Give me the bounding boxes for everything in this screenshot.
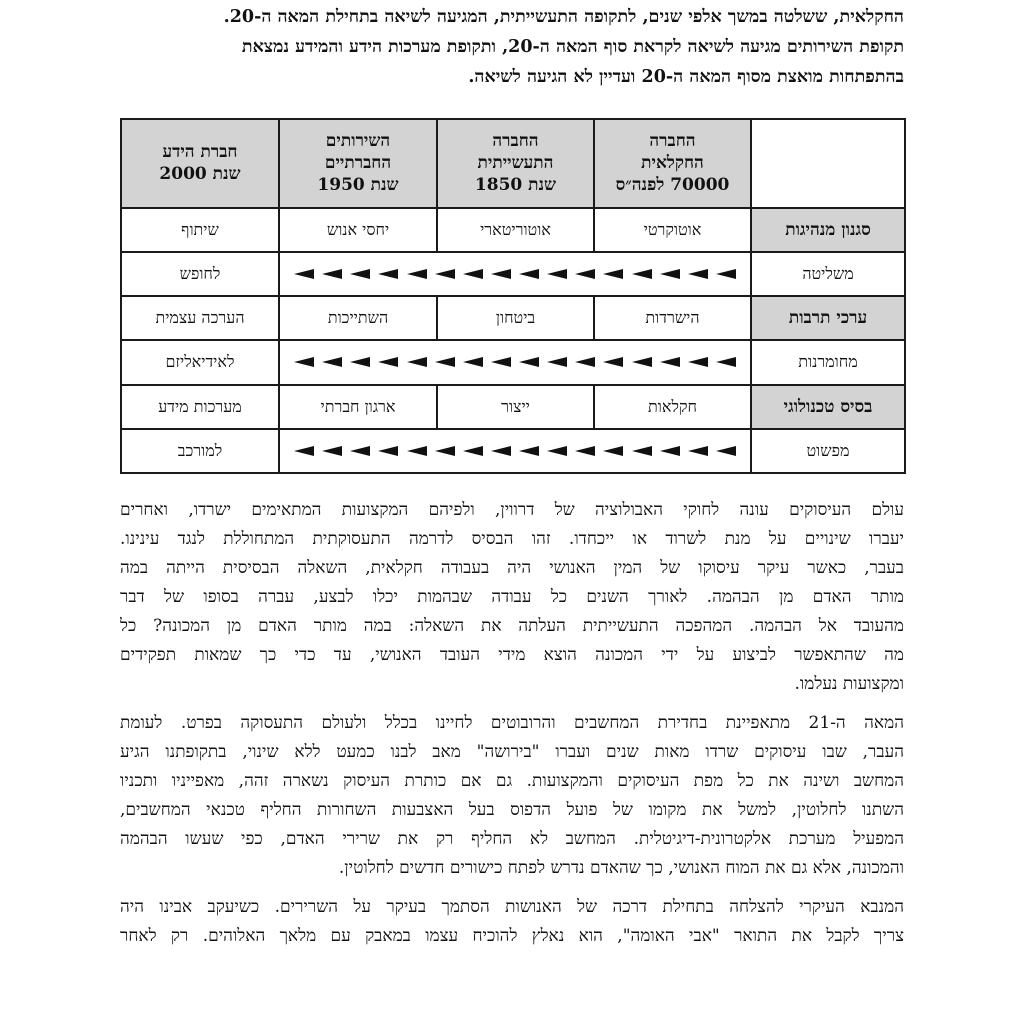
body-text bbox=[120, 496, 904, 961]
text-line: השתנו לחלוטין, למשל את מקומו של פועל הדפוס בעל האצבעות השחורות החליף טכנאי המחשבים, bbox=[120, 800, 904, 820]
left-arrow-icon bbox=[294, 357, 314, 367]
left-arrow-icon bbox=[491, 446, 511, 456]
left-arrow-icon bbox=[688, 269, 708, 279]
text-line: מה שהתאפשר לביצוע על ידי המכונה הוצא מידי העובד האנושי, עד כדי כך שמאות תפקידים bbox=[120, 645, 904, 665]
table-cell: ביטחון bbox=[437, 296, 594, 340]
table-cell: ייצור bbox=[437, 385, 594, 429]
left-arrow-icon bbox=[350, 357, 370, 367]
left-arrow-icon bbox=[547, 357, 567, 367]
left-arrow-icon bbox=[350, 269, 370, 279]
table-corner-cell bbox=[751, 119, 905, 208]
left-arrow-icon bbox=[660, 446, 680, 456]
left-arrow-icon bbox=[519, 269, 539, 279]
left-arrow-icon bbox=[463, 446, 483, 456]
left-arrow-icon bbox=[407, 357, 427, 367]
left-arrow-icon bbox=[491, 357, 511, 367]
left-arrow-icon bbox=[322, 357, 342, 367]
table-cell: אוטוקרטי bbox=[594, 208, 751, 252]
left-arrow-icon bbox=[294, 446, 314, 456]
text-line: מותר האדם מן הבהמה. לאורך השנים כל עבודה שבהמות יכלו לבצע, עברה בסופו של דבר bbox=[120, 587, 904, 607]
left-arrow-icon bbox=[660, 269, 680, 279]
left-arrow-icon bbox=[660, 357, 680, 367]
left-arrow-icon bbox=[435, 357, 455, 367]
left-arrow-icon bbox=[632, 269, 652, 279]
left-arrow-icon bbox=[603, 357, 623, 367]
text-line: עולם העיסוקים עונה לחוקי האבולוציה של דרווין, ולפיהם המקצועות המתאימים ישרדו, ואחרים bbox=[120, 500, 904, 520]
left-arrow-icon bbox=[716, 446, 736, 456]
header-knowledge: חברת הידע שנת 2000 bbox=[121, 119, 279, 208]
table-cell: אוטוריטארי bbox=[437, 208, 594, 252]
text-line: המאה ה-21 מתאפיינת בחדירת המחשבים והרובוטים לחיינו בכלל ולעולם התעסוקה בפרט. לעומת bbox=[120, 713, 904, 733]
table-cell: ארגון חברתי bbox=[279, 385, 437, 429]
left-arrow-icon bbox=[716, 357, 736, 367]
left-arrow-icon bbox=[632, 357, 652, 367]
row-label-technology: בסיס טכנולוגי bbox=[751, 385, 905, 429]
text-line: ומקצועות נעלמו. bbox=[794, 674, 904, 694]
intro-line: החקלאית, ששלטה במשך אלפי שנים, לתקופה התעשייתית, המגיעה לשיאה בתחילת המאה ה-20. bbox=[223, 7, 904, 27]
row-label-from-simple: מפשוט bbox=[751, 429, 905, 473]
left-arrow-icon bbox=[435, 446, 455, 456]
paragraph bbox=[120, 709, 904, 883]
left-arrow-icon bbox=[491, 269, 511, 279]
table-cell: מערכות מידע bbox=[121, 385, 279, 429]
left-arrow-icon bbox=[575, 269, 595, 279]
table-cell: יחסי אנוש bbox=[279, 208, 437, 252]
left-arrow-icon bbox=[463, 269, 483, 279]
left-arrow-icon bbox=[547, 446, 567, 456]
left-arrow-icon bbox=[407, 269, 427, 279]
arrow-end-label: לאידיאליזם bbox=[121, 340, 279, 384]
text-line: המנבא העיקרי להצלחה בתחילת דרכה של האנושות הסתמך בעיקר על השרירים. כשיעקב אבינו היה bbox=[120, 897, 904, 917]
row-label-from-control: משליטה bbox=[751, 252, 905, 296]
left-arrow-icon bbox=[378, 446, 398, 456]
society-eras-table bbox=[120, 118, 906, 474]
left-arrow-icon bbox=[463, 357, 483, 367]
text-line: צריך לקבל את התואר "אבי האומה", הוא נאלץ להוכיח עצמו במאבק עם מלאך האלוהים. רק לאחר bbox=[120, 926, 904, 946]
left-arrow-icon bbox=[575, 446, 595, 456]
left-arrow-icon bbox=[716, 269, 736, 279]
header-industrial: החברה התעשייתית שנת 1850 bbox=[437, 119, 594, 208]
left-arrow-icon bbox=[294, 269, 314, 279]
intro-line: בהתפתחות מואצת מסוף המאה ה-20 ועדיין לא הגיעה לשיאה. bbox=[468, 67, 904, 87]
left-arrow-icon bbox=[350, 446, 370, 456]
left-arrow-icon bbox=[547, 269, 567, 279]
left-arrow-icon bbox=[688, 446, 708, 456]
left-arrow-icon bbox=[378, 357, 398, 367]
arrow-track bbox=[279, 252, 751, 296]
text-line: העבר, שבו עיסוקים שרדו מאות שנים ועברו "בירושה" מאב לבנו כמעט ללא שינוי, בתקופתנו הגיע bbox=[120, 742, 904, 762]
text-line: יעברו שינויים על מנת לשרוד או ייכחדו. זהו הבסיס לדרמה התעסוקתית המתחוללת לנגד עינינו. bbox=[120, 529, 904, 549]
arrow-end-label: לחופש bbox=[121, 252, 279, 296]
left-arrow-icon bbox=[519, 446, 539, 456]
text-line: והמכונה, אלא גם את המוח האנושי, כך שהאדם נדרש לפתח כישורים חדשים לחלוטין. bbox=[338, 858, 904, 878]
row-label-culture: ערכי תרבות bbox=[751, 296, 905, 340]
left-arrow-icon bbox=[632, 446, 652, 456]
paragraph bbox=[120, 893, 904, 951]
paragraph bbox=[120, 496, 904, 699]
table-cell: הערכה עצמית bbox=[121, 296, 279, 340]
left-arrow-icon bbox=[519, 357, 539, 367]
table-cell: חקלאות bbox=[594, 385, 751, 429]
row-label-from-materialism: מחומרנות bbox=[751, 340, 905, 384]
header-agricultural: החברה החקלאית 70000 לפנה״ס bbox=[594, 119, 751, 208]
left-arrow-icon bbox=[407, 446, 427, 456]
left-arrow-icon bbox=[322, 269, 342, 279]
left-arrow-icon bbox=[603, 269, 623, 279]
text-line: המחשב ושינה את כל מפת העיסוקים והמקצועות. גם אם כותרת העיסוק נשארה זהה, מאפייניו ותכניו bbox=[120, 771, 904, 791]
row-label-leadership: סגנון מנהיגות bbox=[751, 208, 905, 252]
left-arrow-icon bbox=[575, 357, 595, 367]
left-arrow-icon bbox=[603, 446, 623, 456]
table-cell: השתייכות bbox=[279, 296, 437, 340]
table-cell: הישרדות bbox=[594, 296, 751, 340]
text-line: בעבר, כאשר עיקר עיסוקו של המין האנושי היה בעבודה חקלאית, השאלה הבסיסית הייתה במה bbox=[120, 558, 904, 578]
arrow-track bbox=[279, 429, 751, 473]
left-arrow-icon bbox=[688, 357, 708, 367]
intro-paragraph bbox=[120, 0, 904, 92]
header-services: השירותים החברתיים שנת 1950 bbox=[279, 119, 437, 208]
left-arrow-icon bbox=[435, 269, 455, 279]
page bbox=[120, 0, 904, 946]
left-arrow-icon bbox=[322, 446, 342, 456]
arrow-end-label: למורכב bbox=[121, 429, 279, 473]
intro-line: תקופת השירותים מגיעה לשיאה לקראת סוף המאה ה-20, ותקופת מערכות הידע והמידע נמצאת bbox=[241, 37, 904, 57]
text-line: המפעיל מערכת אלקטרונית-דיגיטלית. המחשב לא החליף רק את שרירי האדם, כפי שעשו הבהמה bbox=[120, 829, 904, 849]
left-arrow-icon bbox=[378, 269, 398, 279]
table-cell: שיתוף bbox=[121, 208, 279, 252]
text-line: מהעובד אל הבהמה. המהפכה התעשייתית העלתה את השאלה: במה מותר האדם מן המכונה? כל bbox=[120, 616, 904, 636]
arrow-track bbox=[279, 340, 751, 384]
